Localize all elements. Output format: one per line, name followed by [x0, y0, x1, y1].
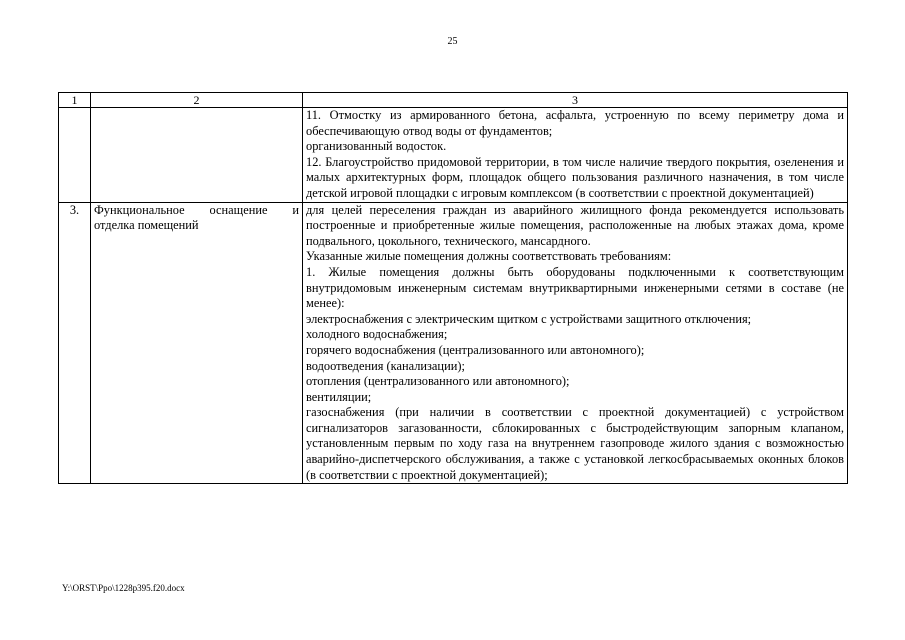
- paragraph-electricity: электроснабжения с электрическим щитком с устройствами защитного отключения;: [306, 311, 752, 326]
- row-number-cell: [59, 108, 91, 203]
- header-cell-2: 2: [91, 93, 303, 108]
- requirements-table: [58, 92, 848, 484]
- paragraph-gas: газоснабжения (при наличии в соответствии с проектной документацией) с устройством сигнализаторов загазованности, сблокированных с быстродействующим запорным клапаном, установленным первым по ходу газа на внутреннем газопроводе жилого здания с возможностью аварийно-диспетчерского обслуживания, а также с установкой легкосбрасываемых оконных блоков (в соответствии с проектной документацией);: [306, 405, 844, 482]
- row-name-cell: Функциональное оснащение и отделка помещений: [91, 202, 303, 484]
- table-header-row: [59, 93, 848, 108]
- row-content-cell: [303, 108, 848, 203]
- footer-file-path: Y:\ORST\Ppo\1228p395.f20.docx: [62, 583, 185, 593]
- paragraph-requirements: Указанные жилые помещения должны соответствовать требованиям:: [306, 249, 672, 264]
- paragraph-heating: отопления (централизованного или автономного);: [306, 374, 570, 389]
- paragraph-intro: для целей переселения граждан из аварийного жилищного фонда рекомендуется использовать построенные и приобретенные жилые помещения, расположенные на любых этажах дома, кроме подвального, цокольного, технического, мансардного.: [306, 202, 844, 248]
- table-row-continuation: [59, 108, 848, 203]
- paragraph-cold-water: холодного водоснабжения;: [306, 327, 448, 342]
- header-cell-1: 1: [59, 93, 91, 108]
- paragraph-item-1: 1. Жилые помещения должны быть оборудованы подключенными к соответствующим внутридомовым инженерным системам внутриквартирными инженерными сетями в составе (не менее):: [306, 264, 844, 311]
- page-number: 25: [447, 36, 458, 47]
- paragraph-item-11: 11. Отмостку из армированного бетона, асфальта, устроенную по всему периметру дома и обеспечивающую отвод воды от фундаментов;: [306, 108, 844, 138]
- header-cell-3: 3: [303, 93, 848, 108]
- row-number-cell: 3.: [59, 202, 91, 484]
- row-name-cell: [91, 108, 303, 203]
- paragraph-hot-water: горячего водоснабжения (централизованного или автономного);: [306, 342, 645, 357]
- paragraph-ventilation: вентиляции;: [306, 389, 372, 404]
- table-row-3: [59, 202, 848, 484]
- paragraph-sewage: водоотведения (канализации);: [306, 358, 465, 373]
- paragraph-item-12: 12. Благоустройство придомовой территории, в том числе наличие твердого покрытия, озеленения и малых архитектурных форм, площадок общего пользования различного назначения, в том числе детской игровой площадки с игровым комплексом (в соответствии с проектной документацией): [306, 154, 844, 200]
- row-content-cell: [303, 202, 848, 484]
- paragraph-drainage: организованный водосток.: [306, 139, 447, 154]
